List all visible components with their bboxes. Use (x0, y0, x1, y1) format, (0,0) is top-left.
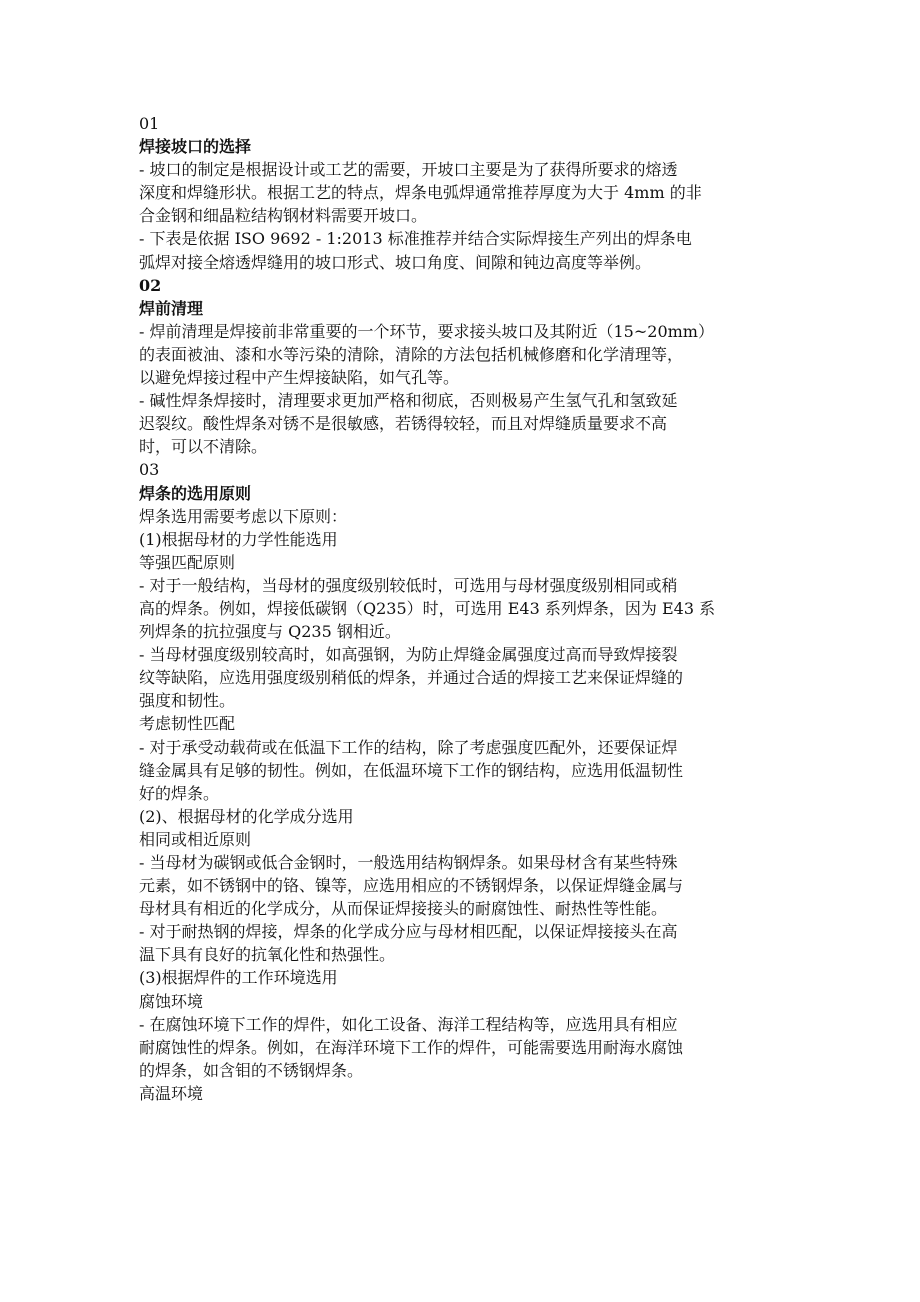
body-text-line: - 碱性焊条焊接时，清理要求更加严格和彻底，否则极易产生氢气孔和氢致延 (139, 391, 678, 411)
body-text-line: 焊条选用需要考虑以下原则： (139, 506, 348, 526)
body-text-line: 时，可以不清除。 (139, 437, 268, 457)
body-text-line: 高的焊条。例如，焊接低碳钢（Q235）时，可选用 E43 系列焊条，因为 E43 系 (139, 598, 716, 618)
body-text-line: 等强匹配原则 (139, 552, 236, 572)
body-text-line: 耐腐蚀性的焊条。例如，在海洋环境下工作的焊件，可能需要选用耐海水腐蚀 (139, 1037, 684, 1057)
document-page (139, 112, 789, 1105)
body-text-line: - 在腐蚀环境下工作的焊件，如化工设备、海洋工程结构等，应选用具有相应 (139, 1014, 678, 1034)
section-heading-line: 焊前清理 (139, 298, 204, 318)
section-heading-line: 焊接坡口的选择 (139, 137, 252, 157)
body-text-line: - 对于一般结构，当母材的强度级别较低时，可选用与母材强度级别相同或稍 (139, 575, 678, 595)
body-text-line: - 对于耐热钢的焊接，焊条的化学成分应与母材相匹配，以保证焊接接头在高 (139, 922, 678, 942)
body-text-line: 的表面被油、漆和水等污染的清除，清除的方法包括机械修磨和化学清理等， (139, 344, 684, 364)
body-text-line: - 当母材强度级别较高时，如高强钢，为防止焊缝金属强度过高而导致焊接裂 (139, 645, 678, 665)
body-text-line: 高温环境 (139, 1083, 204, 1103)
section-heading-line: 02 (139, 275, 162, 295)
body-text-line: 缝金属具有足够的韧性。例如，在低温环境下工作的钢结构，应选用低温韧性 (139, 760, 684, 780)
body-text-line: (3)根据焊件的工作环境选用 (139, 968, 338, 988)
body-text-line: - 焊前清理是焊接前非常重要的一个环节，要求接头坡口及其附近（15~20mm） (139, 321, 714, 341)
body-text-line: 迟裂纹。酸性焊条对锈不是很敏感，若锈得较轻，而且对焊缝质量要求不高 (139, 414, 668, 434)
body-text-line: 以避免焊接过程中产生焊接缺陷，如气孔等。 (139, 368, 460, 388)
body-text-line: 的焊条，如含钼的不锈钢焊条。 (139, 1060, 364, 1080)
body-text-line: 弧焊对接全熔透焊缝用的坡口形式、坡口角度、间隙和钝边高度等举例。 (139, 252, 652, 272)
body-text-line: 01 (139, 114, 160, 133)
body-text-line: 母材具有相近的化学成分，从而保证焊接接头的耐腐蚀性、耐热性等性能。 (139, 899, 668, 919)
body-text-line: 好的焊条。 (139, 783, 220, 803)
section-heading-line: 焊条的选用原则 (139, 483, 252, 503)
body-text-line: - 对于承受动载荷或在低温下工作的结构，除了考虑强度匹配外，还要保证焊 (139, 737, 678, 757)
body-text-line: 相同或相近原则 (139, 829, 252, 849)
body-text-line: 元素，如不锈钢中的铬、镍等，应选用相应的不锈钢焊条，以保证焊缝金属与 (139, 876, 684, 896)
body-text-line: - 下表是依据 ISO 9692 - 1:2013 标准推荐并结合实际焊接生产列出的焊条电 (139, 229, 692, 249)
body-text-line: 03 (139, 460, 160, 480)
body-text-line: - 坡口的制定是根据设计或工艺的需要，开坡口主要是为了获得所要求的熔透 (139, 160, 678, 180)
body-text-line: 深度和焊缝形状。根据工艺的特点，焊条电弧焊通常推荐厚度为大于 4mm 的非 (139, 183, 702, 203)
body-text-line: 强度和韧性。 (139, 691, 236, 711)
body-text-line: 纹等缺陷，应选用强度级别稍低的焊条，并通过合适的焊接工艺来保证焊缝的 (139, 668, 684, 688)
body-text-line: 合金钢和细晶粒结构钢材料需要开坡口。 (139, 206, 428, 226)
body-text-line: 考虑韧性匹配 (139, 714, 236, 734)
body-text-line: 腐蚀环境 (139, 991, 204, 1011)
body-text-line: 温下具有良好的抗氧化性和热强性。 (139, 945, 396, 965)
body-text-line: - 当母材为碳钢或低合金钢时，一般选用结构钢焊条。如果母材含有某些特殊 (139, 853, 678, 872)
body-text-line: (2)、根据母材的化学成分选用 (139, 806, 354, 826)
body-text-line: (1)根据母材的力学性能选用 (139, 529, 338, 549)
body-text-line: 列焊条的抗拉强度与 Q235 钢相近。 (139, 622, 401, 642)
